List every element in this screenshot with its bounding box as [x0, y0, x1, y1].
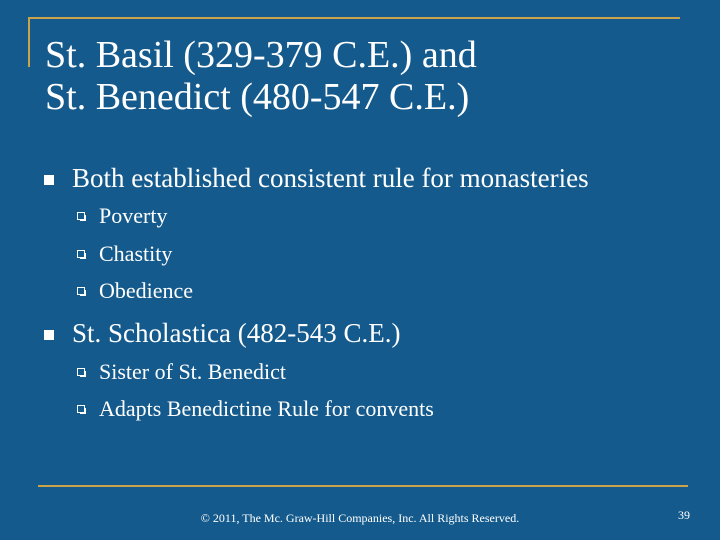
- title-line-2: St. Benedict (480-547 C.E.): [45, 76, 470, 118]
- slide-title: [45, 34, 685, 118]
- hollow-square-bullet-icon: [77, 212, 85, 220]
- sub-bullet-text: Poverty: [99, 203, 168, 228]
- square-bullet-icon: [44, 175, 54, 185]
- sub-bullet-text: Chastity: [99, 241, 173, 266]
- sub-bullet-text: Sister of St. Benedict: [99, 359, 286, 384]
- page-number: 39: [678, 508, 690, 522]
- top-divider-line: [28, 17, 680, 19]
- bullet-text: St. Scholastica (482-543 C.E.): [72, 318, 401, 348]
- hollow-square-bullet-icon: [77, 405, 85, 413]
- left-divider-line: [28, 17, 30, 67]
- bottom-divider-line: [38, 485, 688, 487]
- hollow-square-bullet-icon: [77, 287, 85, 295]
- hollow-square-bullet-icon: [77, 250, 85, 258]
- bullet-text: Both established consistent rule for monasteries: [72, 163, 589, 193]
- sub-bullet-text: Adapts Benedictine Rule for convents: [99, 396, 434, 421]
- square-bullet-icon: [44, 330, 54, 340]
- hollow-square-bullet-icon: [77, 368, 85, 376]
- sub-bullet-text: Obedience: [99, 278, 194, 303]
- title-line-1: St. Basil (329-379 C.E.) and: [45, 34, 477, 76]
- copyright-footer: © 2011, The Mc. Graw-Hill Companies, Inc. All Rights Reserved.: [200, 511, 520, 525]
